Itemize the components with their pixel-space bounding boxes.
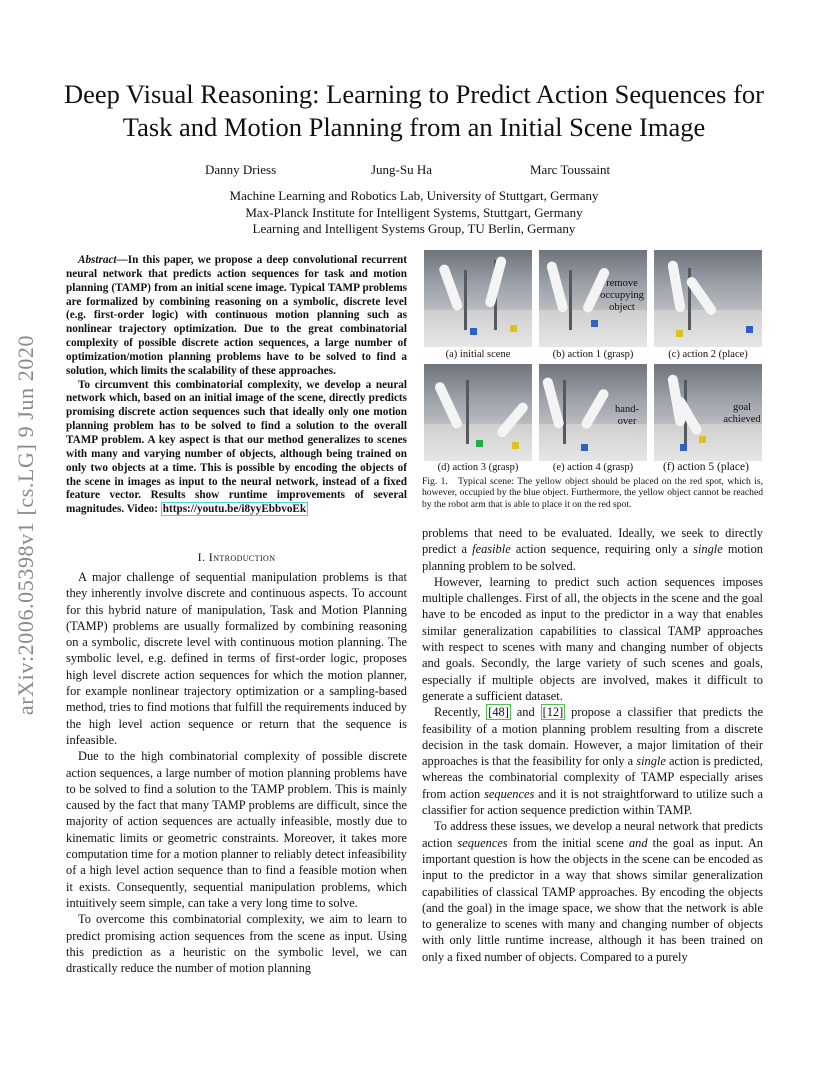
citation-link[interactable]: [12] bbox=[542, 705, 564, 720]
body-paragraph: To overcome this combinatorial complexity, we aim to learn to predict promising action sequences from the scene as input. Using this prediction as a heuristic on the symbolic level, we can drastically reduce the number of motion planning bbox=[66, 912, 407, 976]
subcaption: (e) action 4 (grasp) bbox=[552, 462, 634, 473]
subcaption: (b) action 1 (grasp) bbox=[552, 349, 634, 360]
subcaption: (c) action 2 (place) bbox=[668, 349, 748, 360]
author-name: Marc Toussaint bbox=[530, 162, 611, 177]
figure-panel-b bbox=[539, 250, 647, 347]
figure-caption-label: Fig. 1. bbox=[422, 476, 448, 487]
body-paragraph: To address these issues, we develop a neural network that predicts action sequences from the initial scene and the goal as input. An important question is how the objects in the scene can be encoded as input to the predictor in a way that shows similar generalization capabilities of classical TAMP approaches. By encoding the objects (and the goal) in the image space, we show that the network is able to generalize to scenes with many and changing number of objects with only little runtime increase, although it has been trained on only a fixed number of objects. Compared to a purely bbox=[422, 819, 763, 964]
subcaption: (a) initial scene bbox=[445, 349, 511, 360]
affiliation-line: Machine Learning and Robotics Lab, University of Stuttgart, Germany bbox=[229, 188, 599, 203]
section-heading: I. Introduction bbox=[197, 550, 276, 564]
author-name: Jung-Su Ha bbox=[371, 162, 433, 177]
panel-overlay-text: remove occupying object bbox=[600, 278, 644, 313]
affiliations bbox=[0, 188, 828, 238]
body-paragraph: Due to the high combinatorial complexity of possible discrete action sequences, a large number of motion planning problems have to be solved to find a solution to the TAMP problem. This is mainly caused by the fact that many TAMP problems are difficult, since the majority of action sequences are actually infeasible, mostly due to kinematic limits or geometric constraints. Moreover, it takes more computation time for a motion planner to reliably detect infeasibility of a high level action sequence than to find a feasible motion when it exists. Consequently, sequential manipulation problems, which intuitively seem simple, can take a very long time to solve. bbox=[66, 749, 407, 910]
body-paragraph: problems that need to be evaluated. Ideally, we seek to directly predict a feasible action sequence, requiring only a single motion planning problem to be solved. bbox=[422, 526, 763, 573]
figure-panel-f bbox=[654, 364, 762, 461]
subcaption: (d) action 3 (grasp) bbox=[437, 462, 519, 473]
intro-right-column bbox=[422, 525, 763, 965]
video-link[interactable]: https://youtu.be/i8yyEbbvoEk bbox=[162, 503, 307, 516]
citation-link[interactable]: [48] bbox=[488, 705, 509, 720]
figure-panel-d bbox=[424, 364, 532, 461]
intro-left-column bbox=[66, 569, 407, 976]
abstract bbox=[66, 254, 407, 517]
arxiv-stamp-text: arXiv:2006.05398v1 [cs.LG] 9 Jun 2020 bbox=[13, 334, 38, 716]
body-paragraph: Recently, [48] and [12] propose a classifier that predicts the feasibility of a motion planning problem resulting from a discrete decision in the task domain. However, a major limitation of their approaches is that the feasibility for only a single action is predicted, whereas the combinatorial complexity of TAMP especially arises from action sequences and it is not straightforward to utilize such a classifier for action sequence prediction within TAMP. bbox=[422, 705, 763, 818]
affiliation-line: Learning and Intelligent Systems Group, TU Berlin, Germany bbox=[252, 221, 576, 236]
affiliation-line: Max-Planck Institute for Intelligent Systems, Stuttgart, Germany bbox=[245, 204, 583, 220]
figure-panel-a bbox=[424, 250, 532, 347]
subcaption: (f) action 5 (place) bbox=[663, 461, 749, 473]
figure-caption bbox=[422, 476, 763, 510]
body-paragraph: A major challenge of sequential manipulation problems is that they inherently involve discrete and continuous aspects. To account for this hybrid nature of manipulation, Task and Motion Planning (TAMP) problems are usually formalized by combining reasoning on a symbolic, discrete level with continuous motion planning. The symbolic level, e.g. defined in terms of first-order logic, proposes high level discrete action sequences for which the motion planner, for example nonlinear trajectory optimization or a sampling-based method, tries to find motions that fulfill the requirements induced by the high level action sequence or return that the sequence is infeasible. bbox=[66, 570, 407, 747]
figure-panel-e bbox=[539, 364, 647, 461]
body-paragraph: However, learning to predict such action sequences imposes multiple challenges. First of all, the objects in the scene and the goal have to be encoded as input to the predictor in a way that enables similar generalization capabilities to classical TAMP approaches with respect to scenes with many and changing number of objects and goals. Secondly, the large variety of such scenes and goals, especially if multiple objects are involved, makes it difficult to generate a sufficient dataset. bbox=[422, 574, 763, 703]
panel-overlay-text: goal achieved bbox=[723, 402, 761, 425]
abstract-paragraph: To circumvent this combinatorial complexity, we develop a neural network which, based on an initial image of the scene, directly predicts promising discrete action sequences such that ideally only one motion planning problem has to be solved to find a solution to the overall TAMP problem. A key aspect is that our method generalizes to scenes with many and varying number of objects, although being trained on only two objects at a time. This is possible by encoding the objects of the scene in images as input to the neural network, instead of a fixed feature vector. Results show runtime improvements of several magnitudes. Video: bbox=[66, 378, 407, 516]
panel-overlay-text: hand- over bbox=[615, 404, 639, 427]
abstract-paragraph: —In this paper, we propose a deep convolutional recurrent neural network that predicts action sequences for task and motion planning (TAMP) from an initial scene image. Typical TAMP problems are formalized by combining reasoning on a symbolic, discrete level (e.g. first-order logic) with continuous motion planning such as nonlinear trajectory optimization. Due to the great combinatorial complexity of possible discrete action sequences, a large number of optimization/motion planning problems have to be solved to find a solution, which limits the scalability of these approaches. bbox=[66, 254, 407, 377]
figure-caption-text: Typical scene: The yellow object should be placed on the red spot, which is, however, occupied by the blue object. Furthermore, the yellow object cannot be reached by the robot arm that is able to place it on the red spot. bbox=[422, 476, 763, 510]
paper-title: Deep Visual Reasoning: Learning to Predict Action Sequences for Task and Motion Planning from an Initial Scene Image bbox=[64, 79, 764, 142]
arxiv-stamp bbox=[4, 295, 48, 755]
figure-panel-c bbox=[654, 250, 762, 347]
abstract-label: Abstract bbox=[78, 254, 117, 266]
author-name: Danny Driess bbox=[205, 162, 277, 177]
